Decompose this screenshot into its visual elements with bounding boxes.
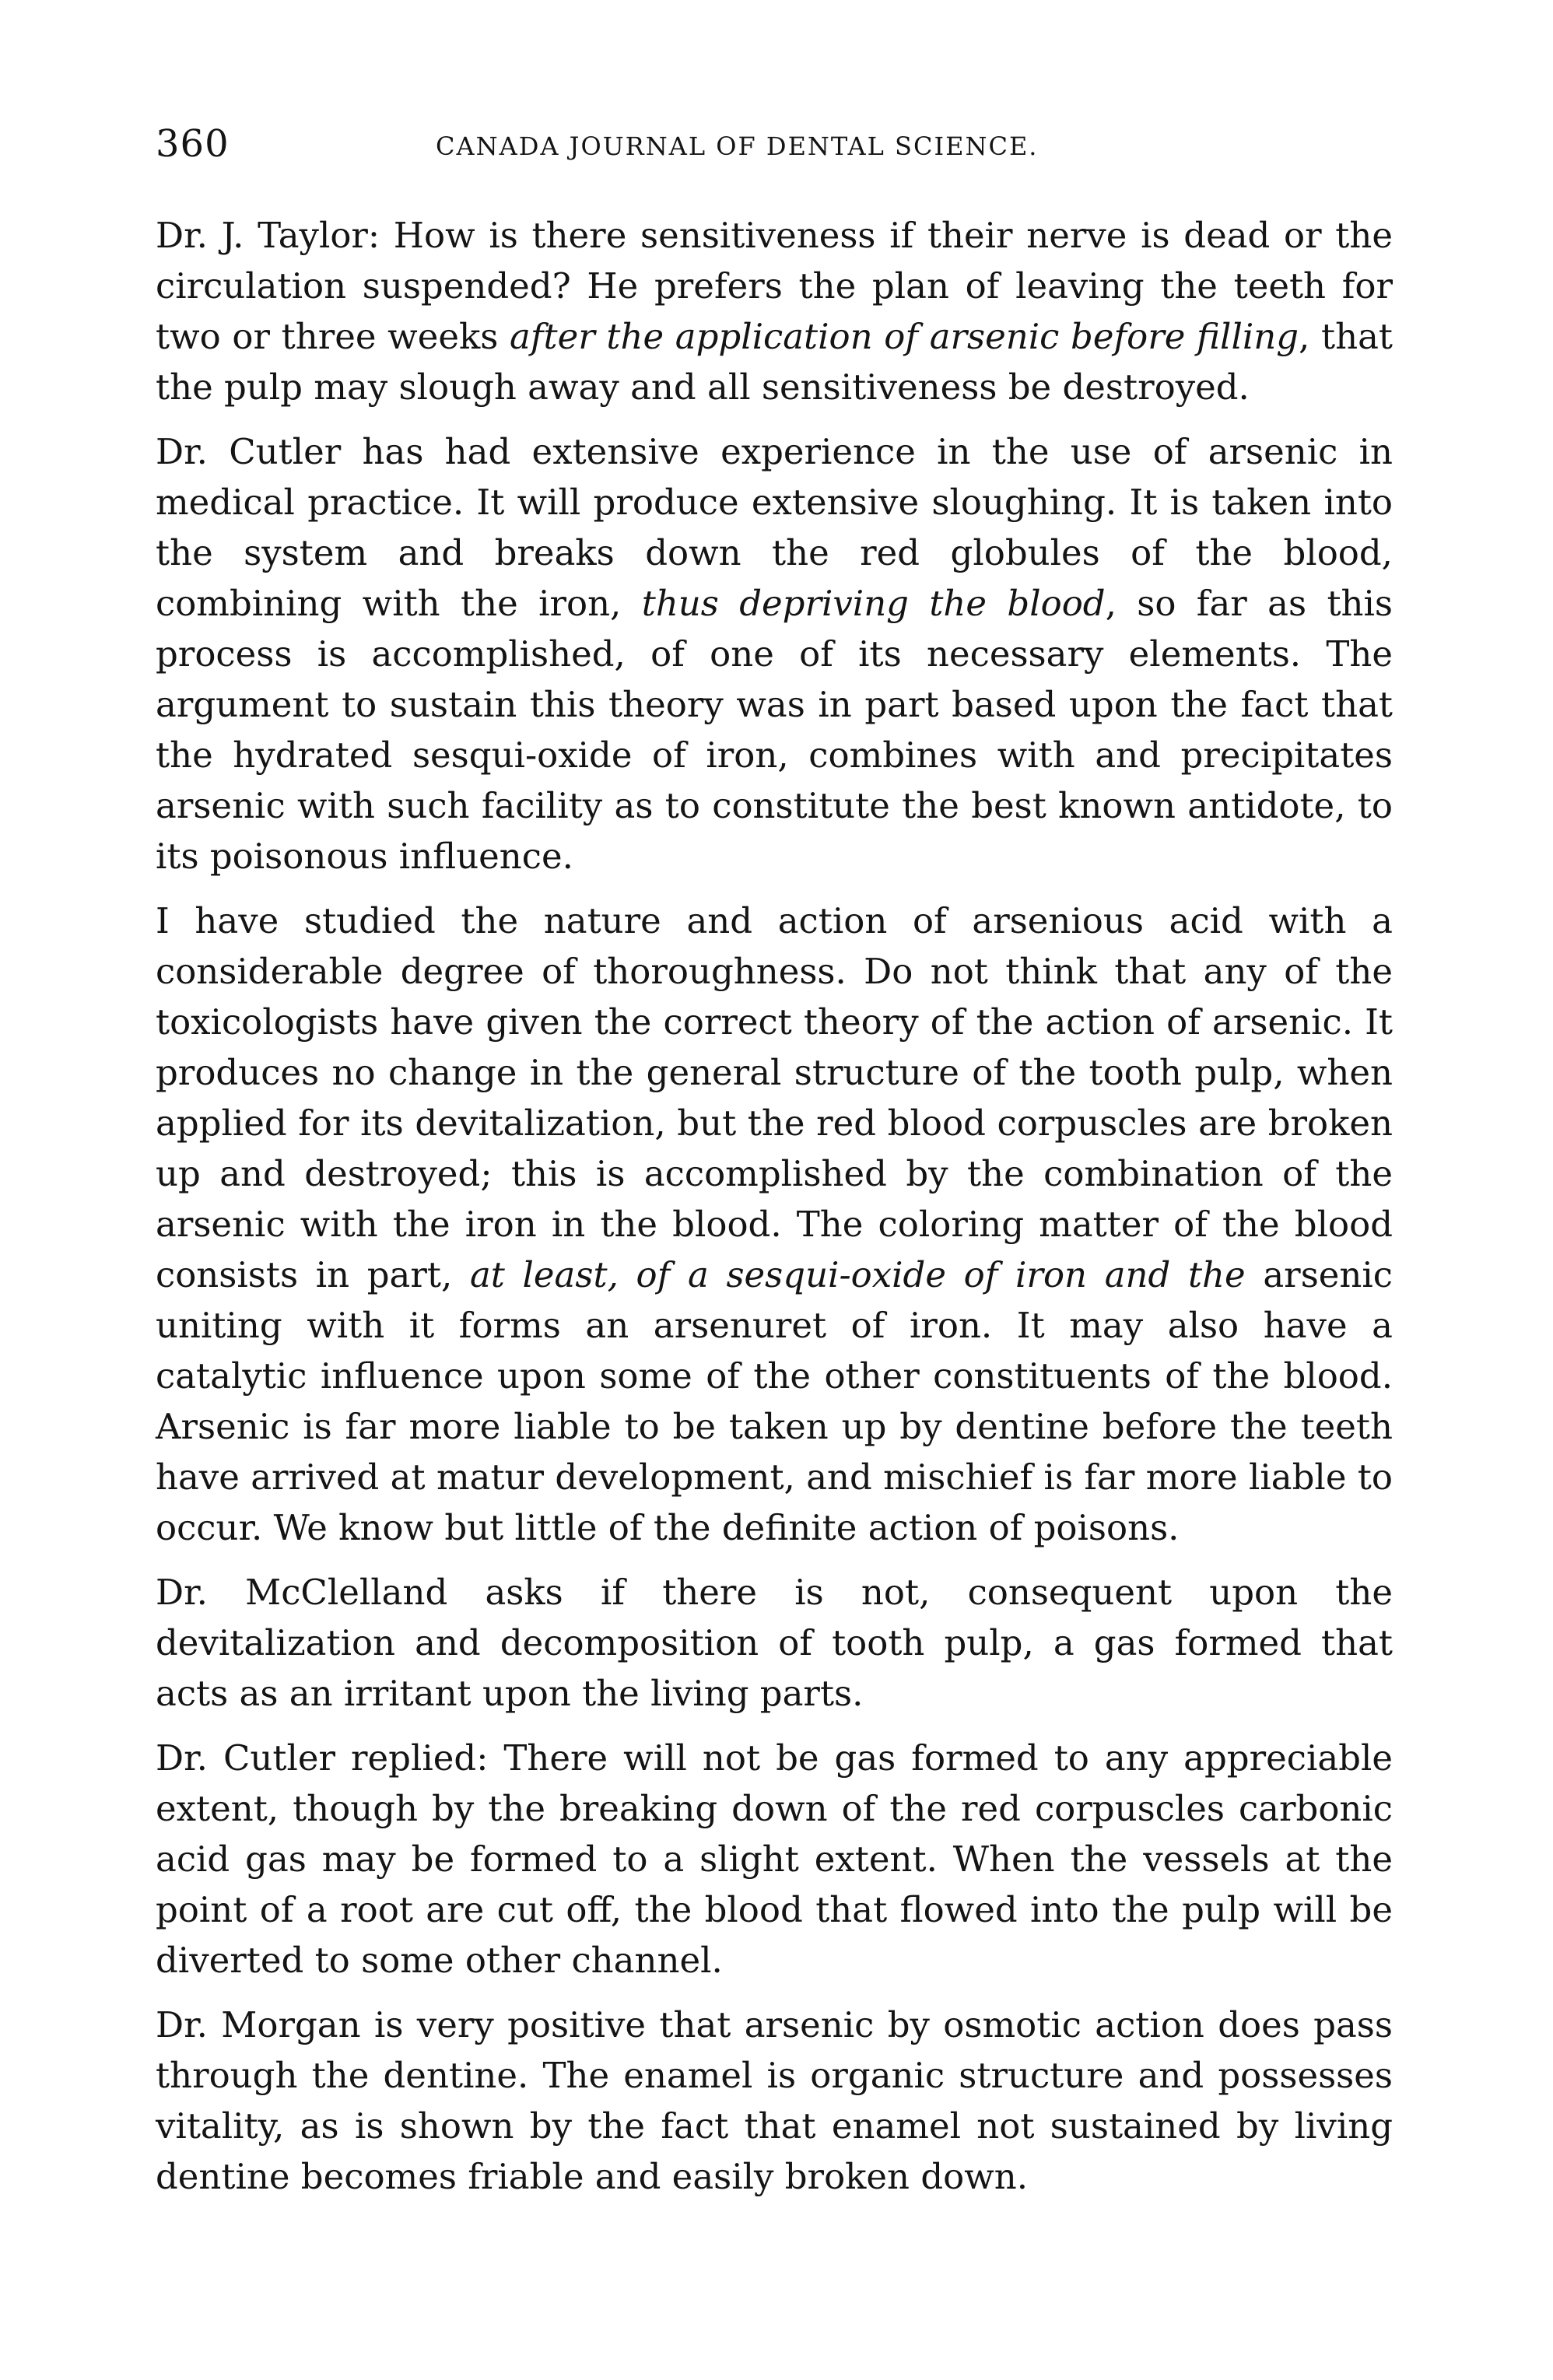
paragraph-text: Dr. McClelland asks if there is not, consequent upon the devitalization and decomposition of tooth pulp, a gas formed that acts as an irritant upon the living parts.	[156, 1572, 1393, 1714]
paragraph-text: I have studied the nature and action of arsenious acid with a considerable degree of thoroughness. Do not think that any of the toxicologists have given the correct theory of the action of arsenic. It produces no change in the general structure of the tooth pulp, when applied for its devitalization, but the red blood corpuscles are broken up and destroyed; this is accomplished by the combination of the arsenic with the iron in the blood. The coloring matter of the blood consists in part,	[156, 900, 1393, 1295]
article-body	[156, 210, 1393, 2216]
italic-phrase: at least, of a sesqui-oxide of iron and the	[469, 1254, 1246, 1295]
paragraph-text: Dr. Cutler replied: There will not be gas formed to any appreciable extent, though by the breaking down of the red corpuscles carbonic acid gas may be formed to a slight extent. When the vessels at the point of a root are cut off, the blood that flowed into the pulp will be diverted to some other channel.	[156, 1737, 1393, 1981]
journal-title: CANADA JOURNAL OF DENTAL SCIENCE.	[436, 131, 1039, 161]
italic-phrase: thus depriving the blood	[641, 583, 1106, 624]
paragraph-text: arsenic uniting with it forms an arsenuret of iron. It may also have a catalytic influence upon some of the other constituents of the blood. Arsenic is far more liable to be taken up by dentine before the teeth have arrived at matur development, and mischief is far more liable to occur. We know but little of the definite action of poisons.	[156, 1254, 1393, 1548]
paragraph-mcclelland	[156, 1567, 1393, 1719]
paragraph-arsenious-acid	[156, 896, 1393, 1553]
paragraph-text: Dr. Morgan is very positive that arsenic by osmotic action does pass through the dentine. The enamel is organic structure and possesses vitality, as is shown by the fact that enamel not sustained by living dentine becomes friable and easily broken down.	[156, 2004, 1393, 2197]
paragraph-text: , so far as this process is accomplished, of one of its necessary elements. The argument to sustain this theory was in part based upon the fact that the hydrated sesqui-oxide of iron, combines with and precipitates arsenic with such facility as to constitute the best known antidote, to its poisonous influence.	[156, 583, 1393, 877]
paragraph-text: , that the pulp may slough away and all sensitiveness be destroyed.	[156, 316, 1393, 408]
paragraph-cutler	[156, 426, 1393, 882]
paragraph-text: Dr. Cutler has had extensive experience in the use of arsenic in medical practice. It will produce extensive sloughing. It is taken into the system and breaks down the red globules of the blood, combining with the iron,	[156, 431, 1393, 624]
page-number: 360	[156, 122, 230, 166]
running-header	[156, 117, 1416, 171]
paragraph-text: Dr. J. Taylor: How is there sensitiveness if their nerve is dead or the circulation suspended? He prefers the plan of leaving the teeth for two or three weeks	[156, 215, 1393, 357]
paragraph-morgan	[156, 2000, 1393, 2202]
paragraph-taylor	[156, 210, 1393, 412]
paragraph-cutler-reply	[156, 1733, 1393, 1986]
italic-phrase: after the application of arsenic before filling	[510, 316, 1299, 357]
